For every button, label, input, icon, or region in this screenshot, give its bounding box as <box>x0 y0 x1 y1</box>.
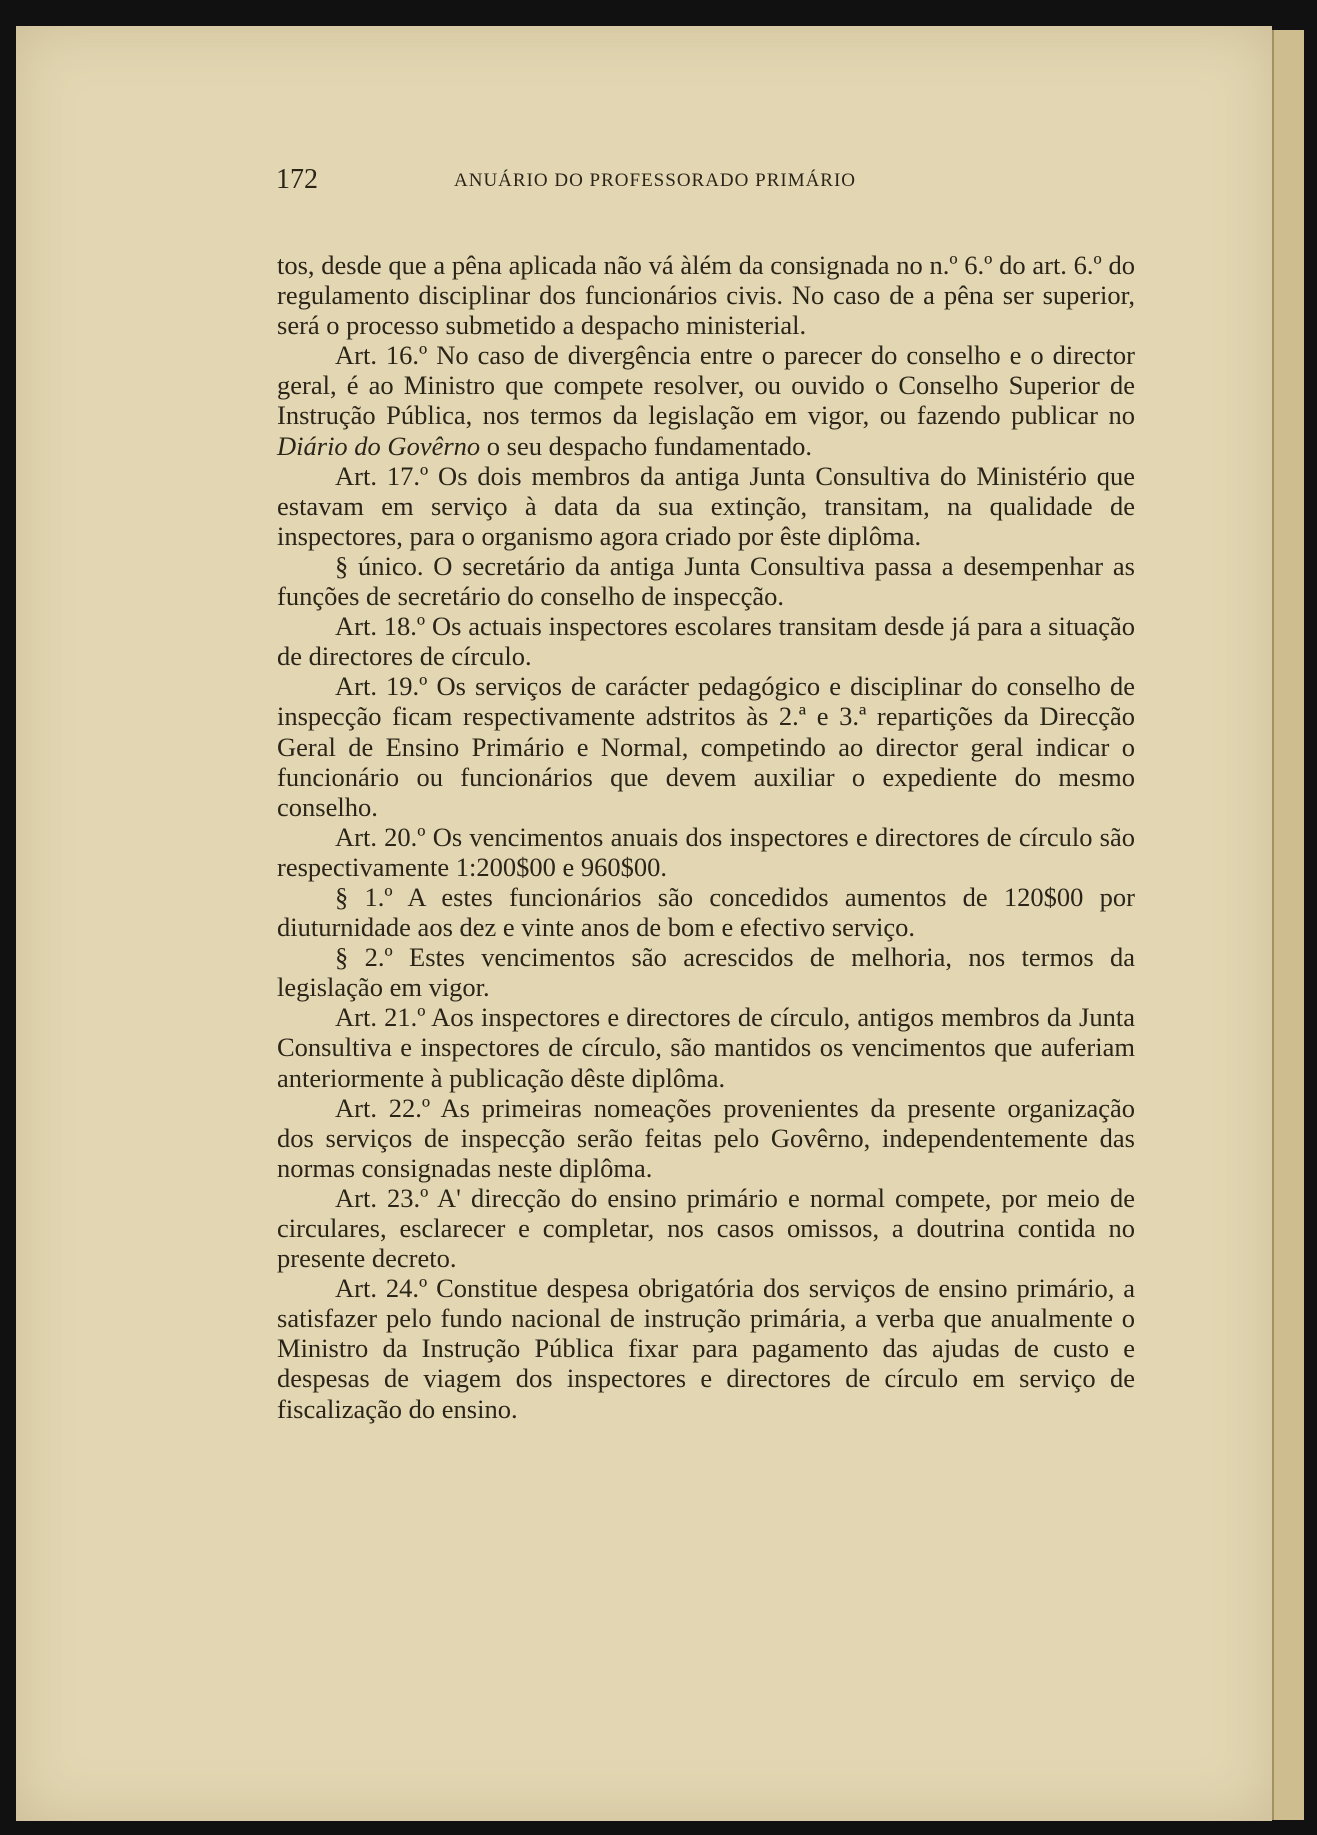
page-header <box>276 164 1136 200</box>
page-edge <box>1272 30 1304 1820</box>
paragraph <box>277 340 1135 460</box>
running-title: ANUÁRIO DO PROFESSORADO PRIMÁRIO <box>454 170 857 191</box>
paragraph: § único. O secretário da antiga Junta Consultiva passa a desempenhar as funções de secretário do conselho de inspecção. <box>277 550 1135 612</box>
page-number: 172 <box>276 164 318 195</box>
paragraph: Art. 23.º A' direcção do ensino primário e normal compete, por meio de circulares, esclarecer e completar, nos casos omissos, a doutrina contida no presente decreto. <box>277 1182 1135 1274</box>
paragraph-text: Art. 16.º No caso de divergência entre o parecer do conselho e o director geral, é ao Ministro que compete resolver, ou ouvido o Conselho Superior de Instrução Pública, nos termos da legislação em vigor, ou fazendo publicar no <box>277 340 1135 431</box>
paragraph: Art. 18.º Os actuais inspectores escolares transitam desde já para a situação de directores de círculo. <box>277 611 1135 672</box>
paragraph-text: o seu despacho fundamentado. <box>480 430 813 461</box>
paragraph: § 2.º Estes vencimentos são acrescidos de melhoria, nos termos da legislação em vigor. <box>277 942 1135 1003</box>
paragraph: Art. 24.º Constitue despesa obrigatória dos serviços de ensino primário, a satisfazer pelo fundo nacional de instrução primária, a verba que anualmente o Ministro da Instrução Pública fixar para pagamento das ajudas de custo e despesas de viagem dos inspectores e directores de círculo em serviço de fiscalização do ensino. <box>277 1273 1135 1424</box>
paragraph: Art. 22.º As primeiras nomeações provenientes da presente organização dos serviços de inspecção serão feitas pelo Govêrno, independentemente das normas consignadas neste diplôma. <box>277 1092 1135 1183</box>
publication-title: Diário do Govêrno <box>277 430 481 461</box>
paragraph: Art. 21.º Aos inspectores e directores de círculo, antigos membros da Junta Consultiva e inspectores de círculo, são mantidos os vencimentos que auferiam anteriormente à publicação dêste diplôma. <box>277 1002 1135 1093</box>
paragraph: Art. 17.º Os dois membros da antiga Junta Consultiva do Ministério que estavam em serviço à data da sua extinção, transitam, na qualidade de inspectores, para o organismo agora criado por êste diplôma. <box>277 460 1135 551</box>
paragraph: Art. 19.º Os serviços de carácter pedagógico e disciplinar do conselho de inspecção ficam respectivamente adstritos às 2.ª e 3.ª repartições da Direcção Geral de Ensino Primário e Normal, competindo ao director geral indicar o funcionário ou funcionários que devem auxiliar o expediente do mesmo conselho. <box>277 671 1135 822</box>
paragraph: tos, desde que a pêna aplicada não vá àlém da consignada no n.º 6.º do art. 6.º do regulamento disciplinar dos funcionários civis. No caso de a pêna ser superior, será o processo submetido a despacho ministerial. <box>277 250 1135 341</box>
paragraph: Art. 20.º Os vencimentos anuais dos inspectores e directores de círculo são respectivamente 1:200$00 e 960$00. <box>277 821 1135 882</box>
paragraph: § 1.º A estes funcionários são concedidos aumentos de 120$00 por diuturnidade aos dez e vinte anos de bom e efectivo serviço. <box>277 881 1135 943</box>
body-text <box>277 250 1135 1424</box>
